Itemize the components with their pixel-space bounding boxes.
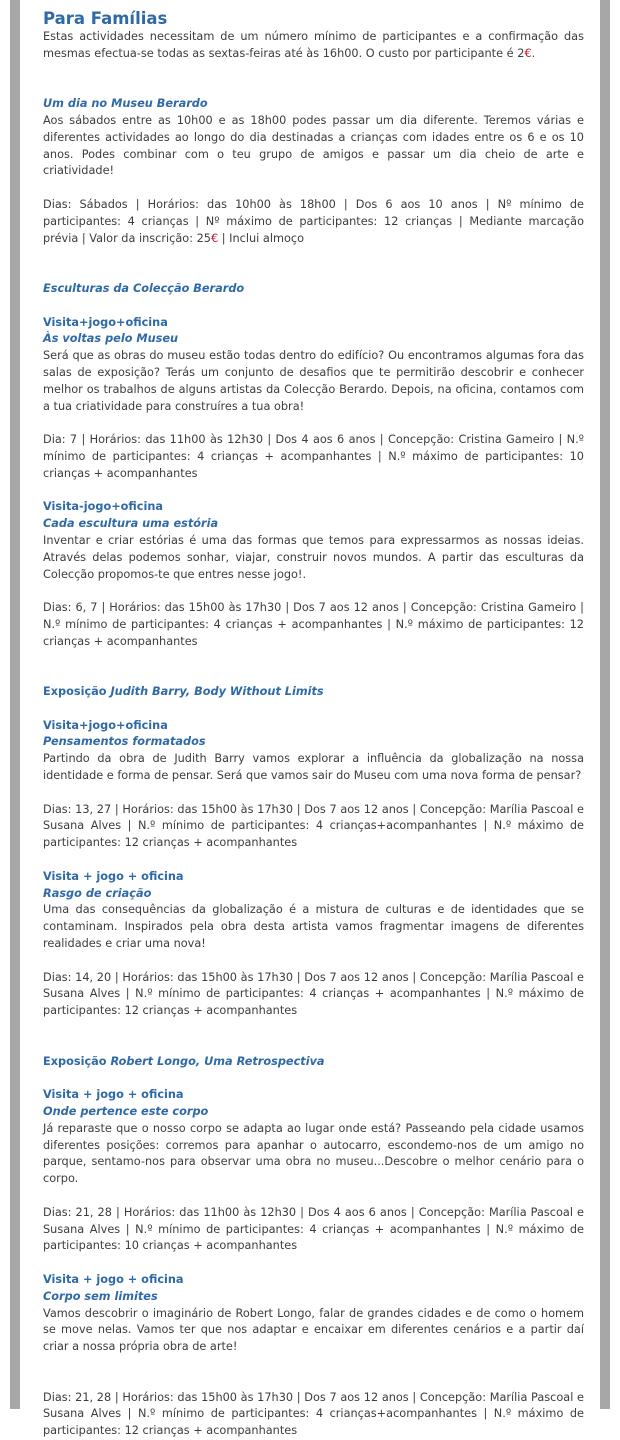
intro-paragraph [43,29,584,63]
museum-day-title: Um dia no Museu Berardo [43,97,208,111]
activity-description: Já reparaste que o nosso corpo se adapta ao lugar onde está? Passeando pela cidade usamos diferentes posições: corremos para apanhar o autocarro, escondemo-nos de um amigo no parque, sentamo-nos para observar uma obra no museu...Descobre o melhor cenário para o corpo. [43,1121,584,1186]
museum-day-details-end: | Inclui almoço [218,231,305,245]
activity-details: Dias: 13, 27 | Horários: das 15h00 às 17h30 | Dos 7 aos 12 anos | Concepção: Marília Pascoal e Susana Alves | N.º mínimo de participantes: 4 crianças+acompanhantes | N.º máximo de participantes: 12 crianças + acompanhantes [43,802,584,850]
activity-description: Inventar e criar estórias é uma das formas que temos para expressarmos as nossas ideias. Através delas podemos sonhar, viajar, construir novos mundos. A partir das esculturas da Colecção propomos-te que entres nesse jogo!. [43,533,584,581]
intro-end: . [531,46,536,60]
intro-text: Estas actividades necessitam de um número mínimo de participantes e a confirmação das mesmas efectua-se todas as sextas-feiras até às 16h00. O custo por participante é 2 [43,30,584,60]
activity-description: Uma das consequências da globalização é a mistura de culturas e de identidades que se contaminam. Inspirados pela obra desta artista vamos fragmentar imagens de diferentes realidades e criar uma nova! [43,903,584,951]
activity-type: Visita+jogo+oficina [43,718,168,732]
activity-description: Partindo da obra de Judith Barry vamos explorar a influência da globalização na nossa identidade e forma de pensar. Será que vamos sair do Museu com uma nova forma de pensar? [43,752,584,783]
activity-title: Rasgo de criação [43,886,152,900]
document-content [43,9,584,1440]
activity-type: Visita + jogo + oficina [43,1272,184,1286]
section-title [43,1054,584,1071]
section-title [43,684,584,701]
museum-day-details [43,197,584,247]
section-title-text: Robert Longo, Uma Retrospectiva [110,1054,325,1068]
activity-title: Corpo sem limites [43,1289,158,1303]
activity-details: Dias: 21, 28 | Horários: das 15h00 às 17h30 | Dos 7 aos 12 anos | Concepção: Marília Pascoal e Susana Alves | N.º mínimo de participantes: 4 crianças+acompanhantes | N.º máximo de participantes: 12 crianças + acompanhantes [43,1390,584,1438]
activity-title: Onde pertence este corpo [43,1105,209,1118]
activity-details: Dias: 14, 20 | Horários: das 15h00 às 17h30 | Dos 7 aos 12 anos | Concepção: Marília Pascoal e Susana Alves | N.º mínimo de participantes: 4 crianças + acompanhantes | N.º máximo de participantes: 12 crianças + acompanhantes [43,970,584,1018]
museum-day-currency: € [211,231,219,245]
activity-details: Dias: 21, 28 | Horários: das 11h00 às 12h30 | Dos 4 aos 6 anos | Concepção: Marília Pascoal e Susana Alves | N.º mínimo de participantes: 4 crianças + acompanhantes | N.º máximo de participantes: 10 crianças + acompanhantes [43,1205,584,1253]
section-title [43,281,584,298]
section-prefix: Exposição [43,1054,107,1068]
activity-description: Vamos descobrir o imaginário de Robert Longo, falar de grandes cidades e de como o homem se move nelas. Vamos ter que nos adaptar e encaixar em diferentes cenários e a partir daí criar a nossa própria obra de arte! [43,1306,584,1354]
activity-details: Dias: 6, 7 | Horários: das 15h00 às 17h30 | Dos 7 aos 12 anos | Concepção: Cristina Gameiro | N.º mínimo de participantes: 4 crianças + acompanhantes | N.º máximo de participantes: 12 crianças + acompanhantes [43,601,584,648]
activity-description: Será que as obras do museu estão todas dentro do edifício? Ou encontramos algumas fora das salas de exposição? Terás um conjunto de desafios que te permitirão descobrir e conhecer melhor os trabalhos de alguns artistas da Colecção Berardo. Depois, na oficina, contamos com a tua criatividade para construíres a tua obra! [43,349,584,413]
activity-title: Às voltas pelo Museu [43,332,179,346]
activity-details: Dia: 7 | Horários: das 11h00 às 12h30 | Dos 4 aos 6 anos | Concepção: Cristina Gameiro | N.º mínimo de participantes: 4 crianças + acompanhantes | N.º máximo de participantes: 10 crianças + acompanhantes [43,433,584,480]
section-title-text: Esculturas da Colecção Berardo [43,281,245,295]
activity-type: Visita-jogo+oficina [43,500,164,514]
museum-day-description: Aos sábados entre as 10h00 e as 18h00 podes passar um dia diferente. Teremos várias e diferentes actividades ao longo do dia destinadas a crianças com idades entre os 6 e os 10 anos. Podes combinar com o teu grupo de amigos e passar um dia cheio de arte e criatividade! [43,113,584,178]
intro-currency: € [524,46,532,60]
activity-type: Visita + jogo + oficina [43,1088,184,1102]
activity-title: Cada escultura uma estória [43,517,219,531]
museum-day-details-text: Dias: Sábados | Horários: das 10h00 às 18h00 | Dos 6 aos 10 anos | Nº mínimo de participantes: 4 crianças | Nº máximo de participantes: 12 crianças | Mediante marcação prévia | Valor da inscrição: 25 [43,197,584,245]
activity-type: Visita+jogo+oficina [43,315,168,329]
section-title-text: Judith Barry, Body Without Limits [110,685,324,699]
page-sheet [20,0,600,1438]
activity-title: Pensamentos formatados [43,735,206,749]
section-prefix: Exposição [43,685,107,699]
activity-type: Visita + jogo + oficina [43,869,184,883]
page-title: Para Famílias [43,9,168,28]
